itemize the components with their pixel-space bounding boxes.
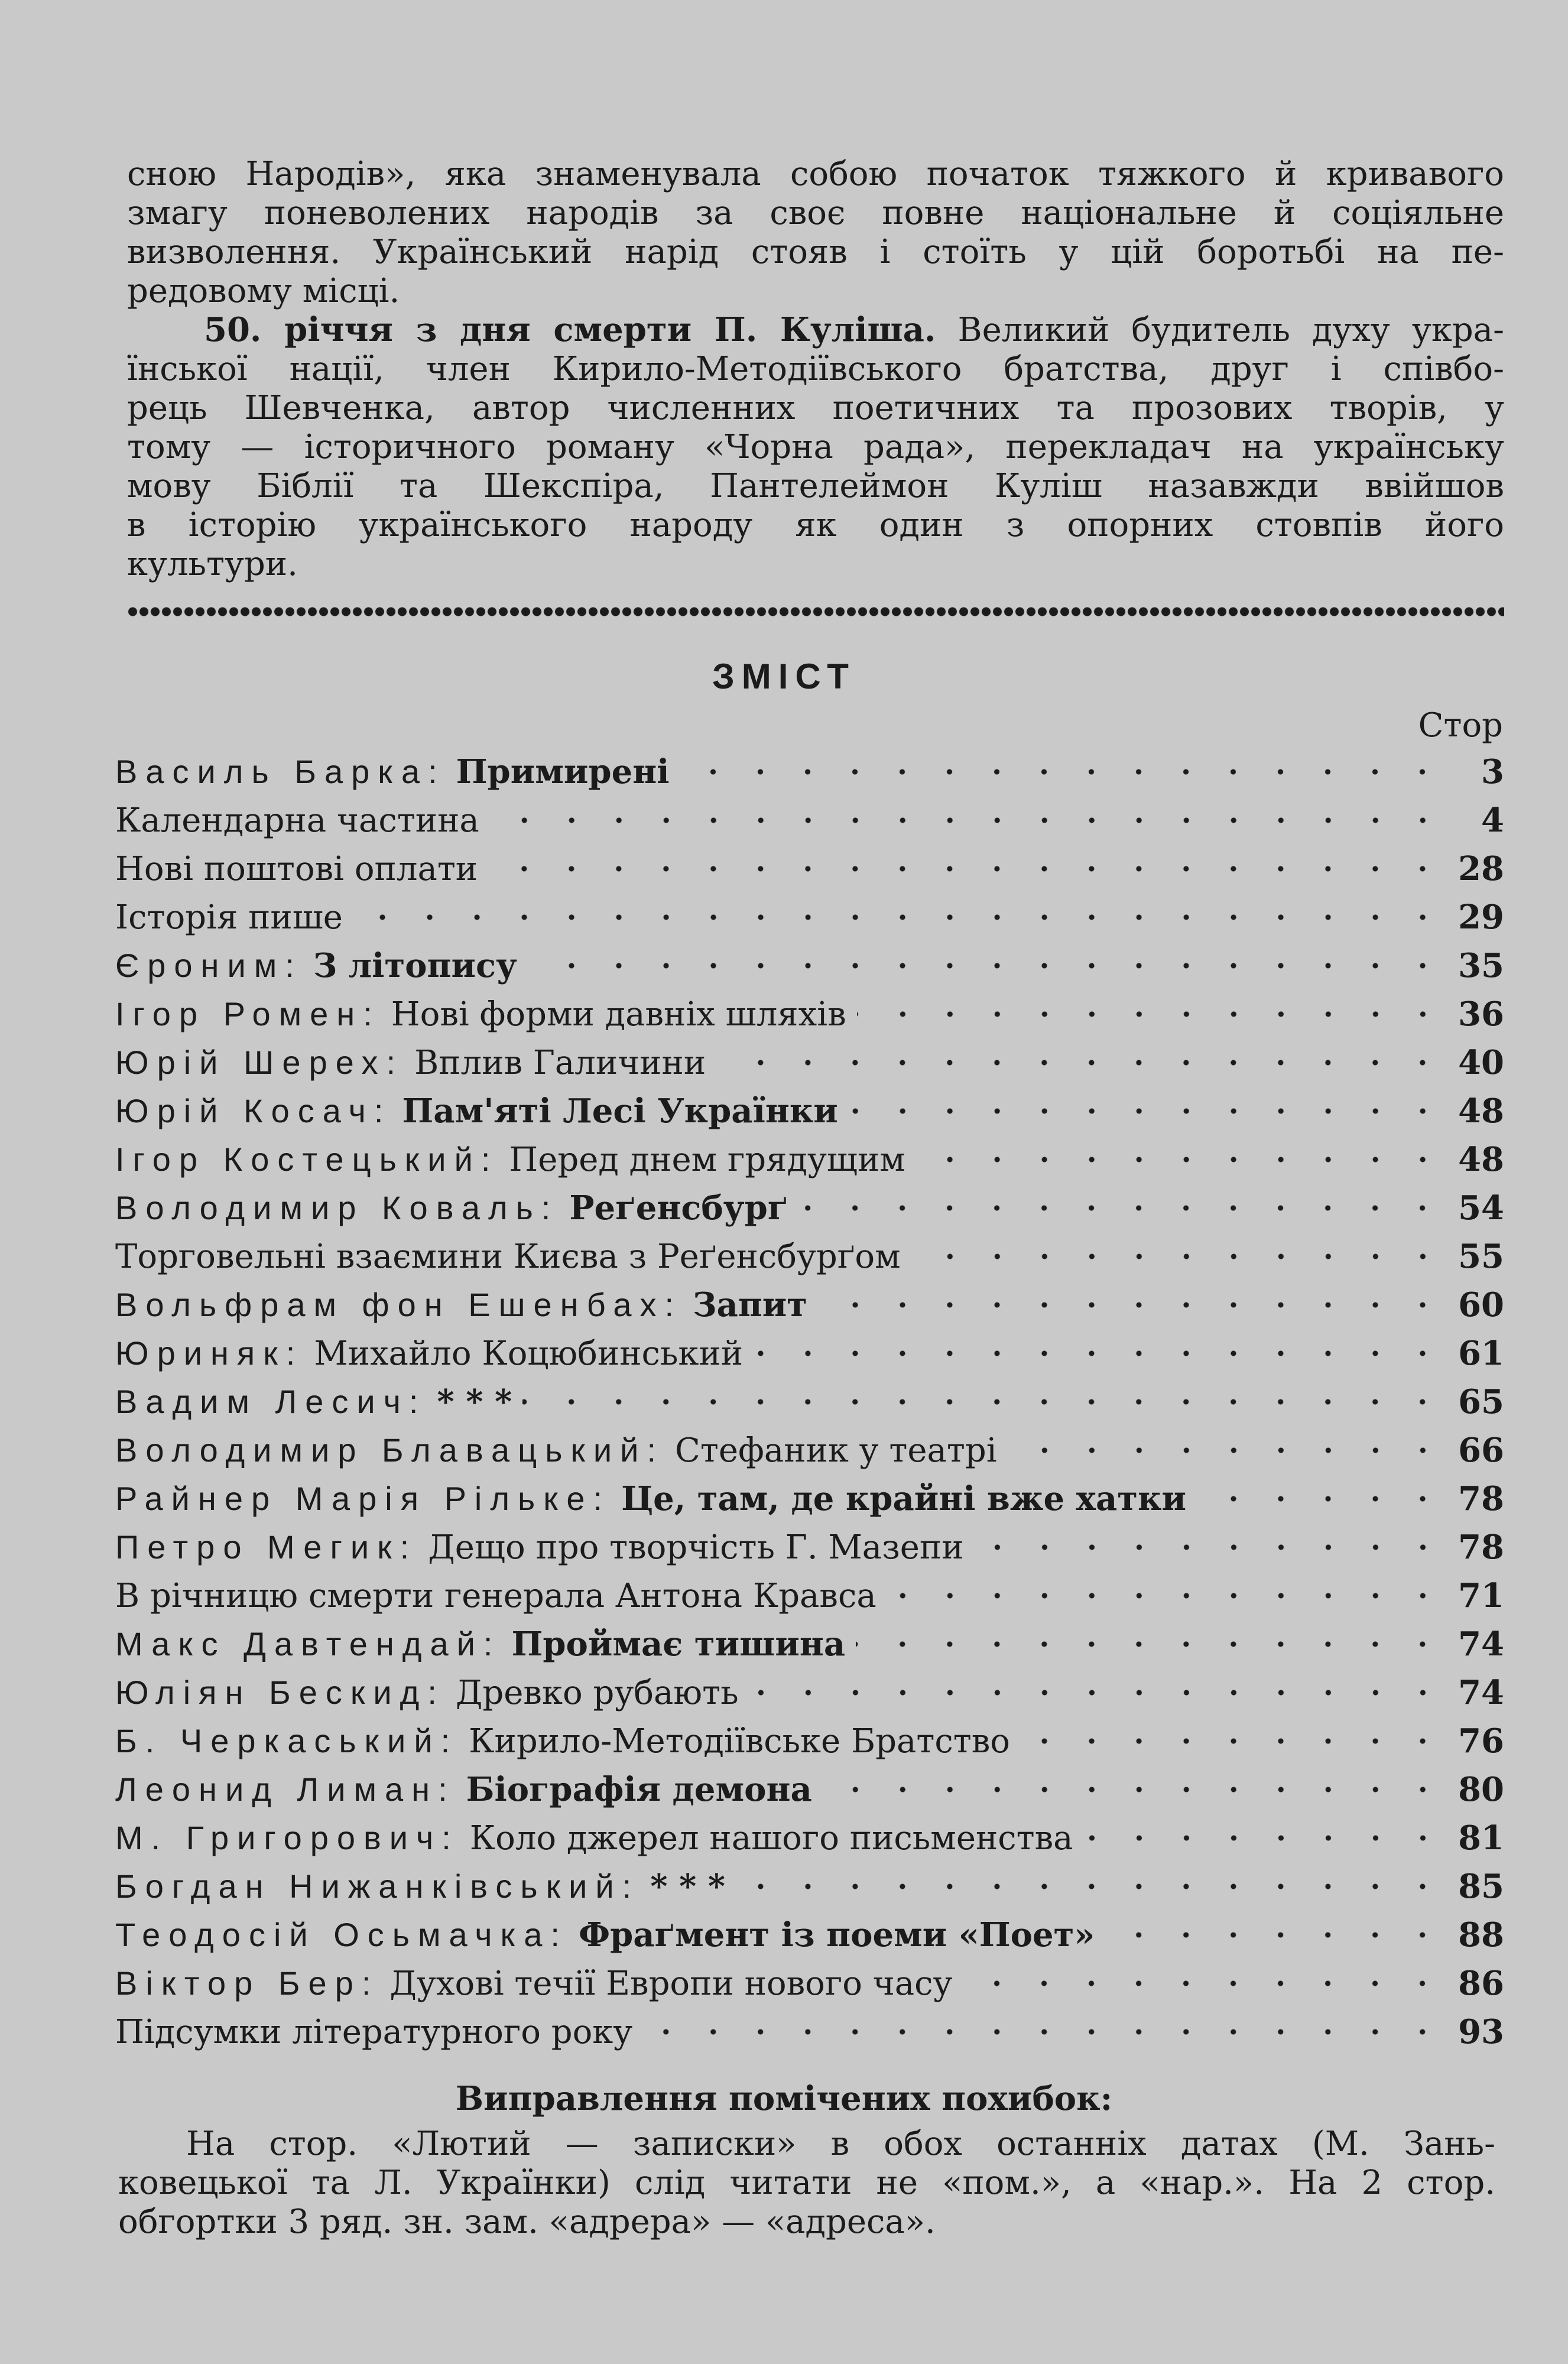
toc-entry	[115, 990, 1504, 1038]
toc-entry	[115, 893, 1504, 941]
toc-entry	[115, 1475, 1504, 1523]
toc-entry	[115, 1087, 1504, 1135]
toc-entry	[115, 1814, 1504, 1862]
dot-leader	[680, 766, 1446, 778]
toc-entry-title: Дещо про творчість Г. Мазепи	[428, 1528, 964, 1567]
toc-entry-title: Фраґмент із поеми «Поет»	[578, 1915, 1095, 1954]
kulish-anniversary-paragraph	[127, 310, 1504, 584]
text-line: обгортки 3 ряд. зн. зам. «адрера» — «адреса».	[118, 2203, 936, 2241]
toc-entry-page: 81	[1458, 1819, 1504, 1858]
toc-entry-author: Петро Мегик:	[115, 1528, 418, 1566]
toc-entry	[115, 845, 1504, 893]
toc-entry-title: Торговельні взаємини Києва з Реґенсбурґом	[115, 1238, 901, 1276]
text-line: змагу поневолених народів за своє повне національне й соціяльне	[127, 194, 1504, 232]
toc-entry-author: Макс Давтендай:	[115, 1625, 501, 1662]
dot-leader	[736, 1881, 1446, 1892]
toc-entry	[115, 1959, 1504, 2008]
dot-leader	[754, 1347, 1446, 1359]
toc-entry-author: Ігор Ромен:	[115, 995, 381, 1032]
toc-entry-page: 85	[1458, 1867, 1504, 1906]
toc-entry-author: Теодосій Осьмачка:	[115, 1916, 568, 1953]
dot-leader	[716, 1057, 1446, 1069]
toc-entry-title: Нові форми давніх шляхів	[391, 995, 846, 1034]
toc-entry-page: 54	[1458, 1189, 1504, 1228]
page-column-label: Стор	[1418, 706, 1503, 745]
toc-entry-title: * * *	[437, 1382, 512, 1421]
toc-entry-author: Єроним:	[115, 947, 303, 984]
dotted-divider	[127, 606, 1504, 618]
toc-entry-author: Вадим Лесич:	[115, 1383, 427, 1420]
toc-entry-title: Запит	[693, 1285, 807, 1324]
text-line: їнської нації, член Кирило-Методіївського братства, друг і співбо-	[127, 350, 1504, 388]
toc-entry-page: 48	[1458, 1140, 1504, 1179]
dot-leader	[857, 1008, 1446, 1020]
toc-entry-title: Підсумки літературного року	[115, 2013, 633, 2051]
toc-entry-page: 29	[1458, 898, 1504, 937]
toc-entry-title: Це, там, де крайні вже хатки	[621, 1479, 1186, 1518]
toc-entry-author: Б. Черкаський:	[115, 1722, 459, 1759]
toc-entry-page: 74	[1458, 1625, 1504, 1664]
dot-leader	[522, 1396, 1446, 1408]
toc-entry	[115, 1523, 1504, 1571]
toc-entry-page: 28	[1458, 849, 1504, 888]
toc-entry-page: 76	[1458, 1722, 1504, 1761]
dot-leader	[975, 1541, 1446, 1553]
toc-entry-page: 35	[1458, 946, 1504, 985]
toc-entry-page: 88	[1458, 1915, 1504, 1954]
dot-leader	[798, 1202, 1446, 1214]
toc-entry-page: 36	[1458, 995, 1504, 1034]
toc-entry-page: 4	[1481, 801, 1504, 840]
toc-entry-title: Вплив Галичини	[414, 1044, 706, 1082]
text-line: в історію українського народу як один з опорних стовпів його	[127, 506, 1504, 544]
toc-entry-title: Кирило-Методіївське Братство	[469, 1722, 1010, 1761]
toc-entry-title: З літопису	[313, 946, 517, 985]
toc-entry	[115, 1426, 1504, 1475]
dot-leader	[1084, 1832, 1446, 1844]
text-line: визволення. Український нарід стояв і стоїть у цій боротьбі на пе-	[127, 233, 1504, 271]
toc-entry	[115, 1135, 1504, 1184]
toc-heading: ЗМІСТ	[712, 657, 856, 696]
text-line: тому — історичного роману «Чорна рада», перекладач на українську	[127, 428, 1504, 466]
toc-entry-title: Пам'яті Лесі Українки	[402, 1092, 838, 1131]
toc-entry-page: 80	[1458, 1770, 1504, 1809]
toc-entry-page: 71	[1458, 1576, 1504, 1615]
toc-entry-title: Реґенсбурґ	[569, 1189, 788, 1228]
toc-entry-author: Юліян Бескид:	[115, 1674, 445, 1711]
toc-entry-title: Перед днем грядущим	[509, 1141, 905, 1179]
dot-leader	[823, 1784, 1446, 1795]
toc-entry-page: 78	[1458, 1528, 1504, 1567]
toc-entry-title: Проймає тишина	[511, 1625, 846, 1664]
toc-entry	[115, 1232, 1504, 1281]
toc-entry-author: Леонид Лиман:	[115, 1771, 456, 1808]
toc-entry-author: Володимир Блавацький:	[115, 1431, 665, 1469]
dot-leader	[528, 960, 1446, 972]
dot-leader	[887, 1590, 1446, 1602]
toc-entry-author: Богдан Нижанківський:	[115, 1868, 640, 1905]
toc-entry-page: 74	[1458, 1673, 1504, 1712]
toc-entry-page: 55	[1458, 1237, 1504, 1276]
toc-entry-author: М. Григорович:	[115, 1819, 459, 1856]
table-of-contents	[115, 748, 1504, 2056]
toc-entry-title: Древко рубають	[455, 1674, 739, 1712]
toc-entry	[115, 796, 1504, 845]
toc-entry	[115, 1862, 1504, 1911]
toc-entry-title: * * *	[650, 1867, 726, 1906]
toc-entry-page: 48	[1458, 1092, 1504, 1131]
toc-entry-page: 60	[1458, 1285, 1504, 1324]
text-line: мову Біблії та Шекспіра, Пантелеймон Куліш назавжди ввійшов	[127, 467, 1504, 505]
toc-entry-author: Вольфрам фон Ешенбах:	[115, 1286, 683, 1323]
dot-leader	[1008, 1444, 1446, 1456]
toc-entry-title: Нові поштові оплати	[115, 850, 478, 888]
toc-entry-page: 66	[1458, 1431, 1504, 1470]
toc-entry-author: Ігор Костецький:	[115, 1141, 499, 1178]
text-line: редовому місці.	[127, 272, 400, 310]
toc-entry	[115, 1668, 1504, 1717]
errata-title: Виправлення помічених похибок:	[455, 2079, 1113, 2118]
toc-entry-title: Історія пише	[115, 898, 343, 937]
toc-entry-author: Юриняк:	[115, 1334, 304, 1372]
dot-leader	[643, 2026, 1446, 2038]
toc-entry-page: 78	[1458, 1479, 1504, 1518]
text-line: рець Шевченка, автор численних поетичних та прозових творів, у	[127, 389, 1504, 427]
toc-entry	[115, 1038, 1504, 1087]
toc-entry-author: Володимир Коваль:	[115, 1189, 559, 1226]
toc-entry	[115, 1717, 1504, 1765]
dot-leader	[818, 1299, 1446, 1311]
toc-entry	[115, 1378, 1504, 1426]
toc-entry	[115, 1765, 1504, 1814]
dot-leader	[749, 1687, 1446, 1699]
dot-leader	[488, 863, 1446, 875]
dot-leader	[1021, 1735, 1446, 1747]
errata-paragraph	[118, 2125, 1495, 2242]
toc-entry-author: Райнер Марія Рільке:	[115, 1480, 611, 1517]
toc-entry-author: Василь Барка:	[115, 753, 446, 790]
text-line-rest: Великий будитель духу укра-	[957, 311, 1504, 349]
toc-entry-author: Юрій Косач:	[115, 1092, 392, 1129]
intro-paragraph	[127, 155, 1504, 311]
toc-entry	[115, 1184, 1504, 1232]
text-line	[127, 310, 1504, 350]
toc-entry-title: В річницю смерти генерала Антона Кравса	[115, 1577, 876, 1615]
anniversary-heading: 50. річчя з дня смерти П. Куліша.	[204, 310, 936, 349]
toc-entry-title: Коло джерел нашого письменства	[469, 1819, 1073, 1858]
dot-leader	[911, 1251, 1446, 1262]
toc-entry	[115, 2008, 1504, 2056]
dot-leader	[490, 814, 1446, 826]
toc-entry	[115, 941, 1504, 990]
text-line: ковецької та Л. Українки) слід читати не «пом.», а «нар.». На 2 стор.	[118, 2164, 1495, 2202]
text-line: На стор. «Лютий — записки» в обох останніх датах (М. Зань-	[186, 2125, 1495, 2163]
toc-entry	[115, 1620, 1504, 1668]
dot-leader	[353, 911, 1446, 923]
dot-leader	[916, 1154, 1446, 1165]
toc-entry-author: Юрій Шерех:	[115, 1044, 404, 1081]
toc-entry-title: Примирені	[456, 752, 670, 791]
dot-leader	[963, 1977, 1446, 1989]
dot-leader	[1197, 1493, 1446, 1505]
toc-entry-title: Михайло Коцюбинський	[314, 1334, 744, 1373]
text-line: сною Народів», яка знаменувала собою початок тяжкого й кривавого	[127, 155, 1504, 193]
dot-leader	[849, 1105, 1446, 1117]
toc-entry-title: Біографія демона	[466, 1770, 812, 1809]
toc-entry-page: 61	[1458, 1334, 1504, 1373]
toc-entry-page: 65	[1458, 1382, 1504, 1421]
toc-entry-page: 3	[1481, 752, 1504, 791]
toc-entry-title: Календарна частина	[115, 801, 479, 840]
toc-entry	[115, 1329, 1504, 1378]
toc-entry-page: 40	[1458, 1043, 1504, 1082]
toc-entry-title: Стефаник у театрі	[675, 1431, 997, 1470]
dot-leader	[856, 1638, 1446, 1650]
dot-leader	[1105, 1929, 1446, 1941]
toc-entry-title: Духові течії Европи нового часу	[389, 1964, 953, 2003]
toc-entry-page: 86	[1458, 1964, 1504, 2003]
toc-entry-author: Віктор Бер:	[115, 1964, 379, 2002]
toc-entry-page: 93	[1458, 2012, 1504, 2051]
toc-entry	[115, 1571, 1504, 1620]
toc-entry	[115, 1281, 1504, 1329]
toc-entry	[115, 1911, 1504, 1959]
text-line: культури.	[127, 545, 298, 583]
toc-entry	[115, 748, 1504, 796]
